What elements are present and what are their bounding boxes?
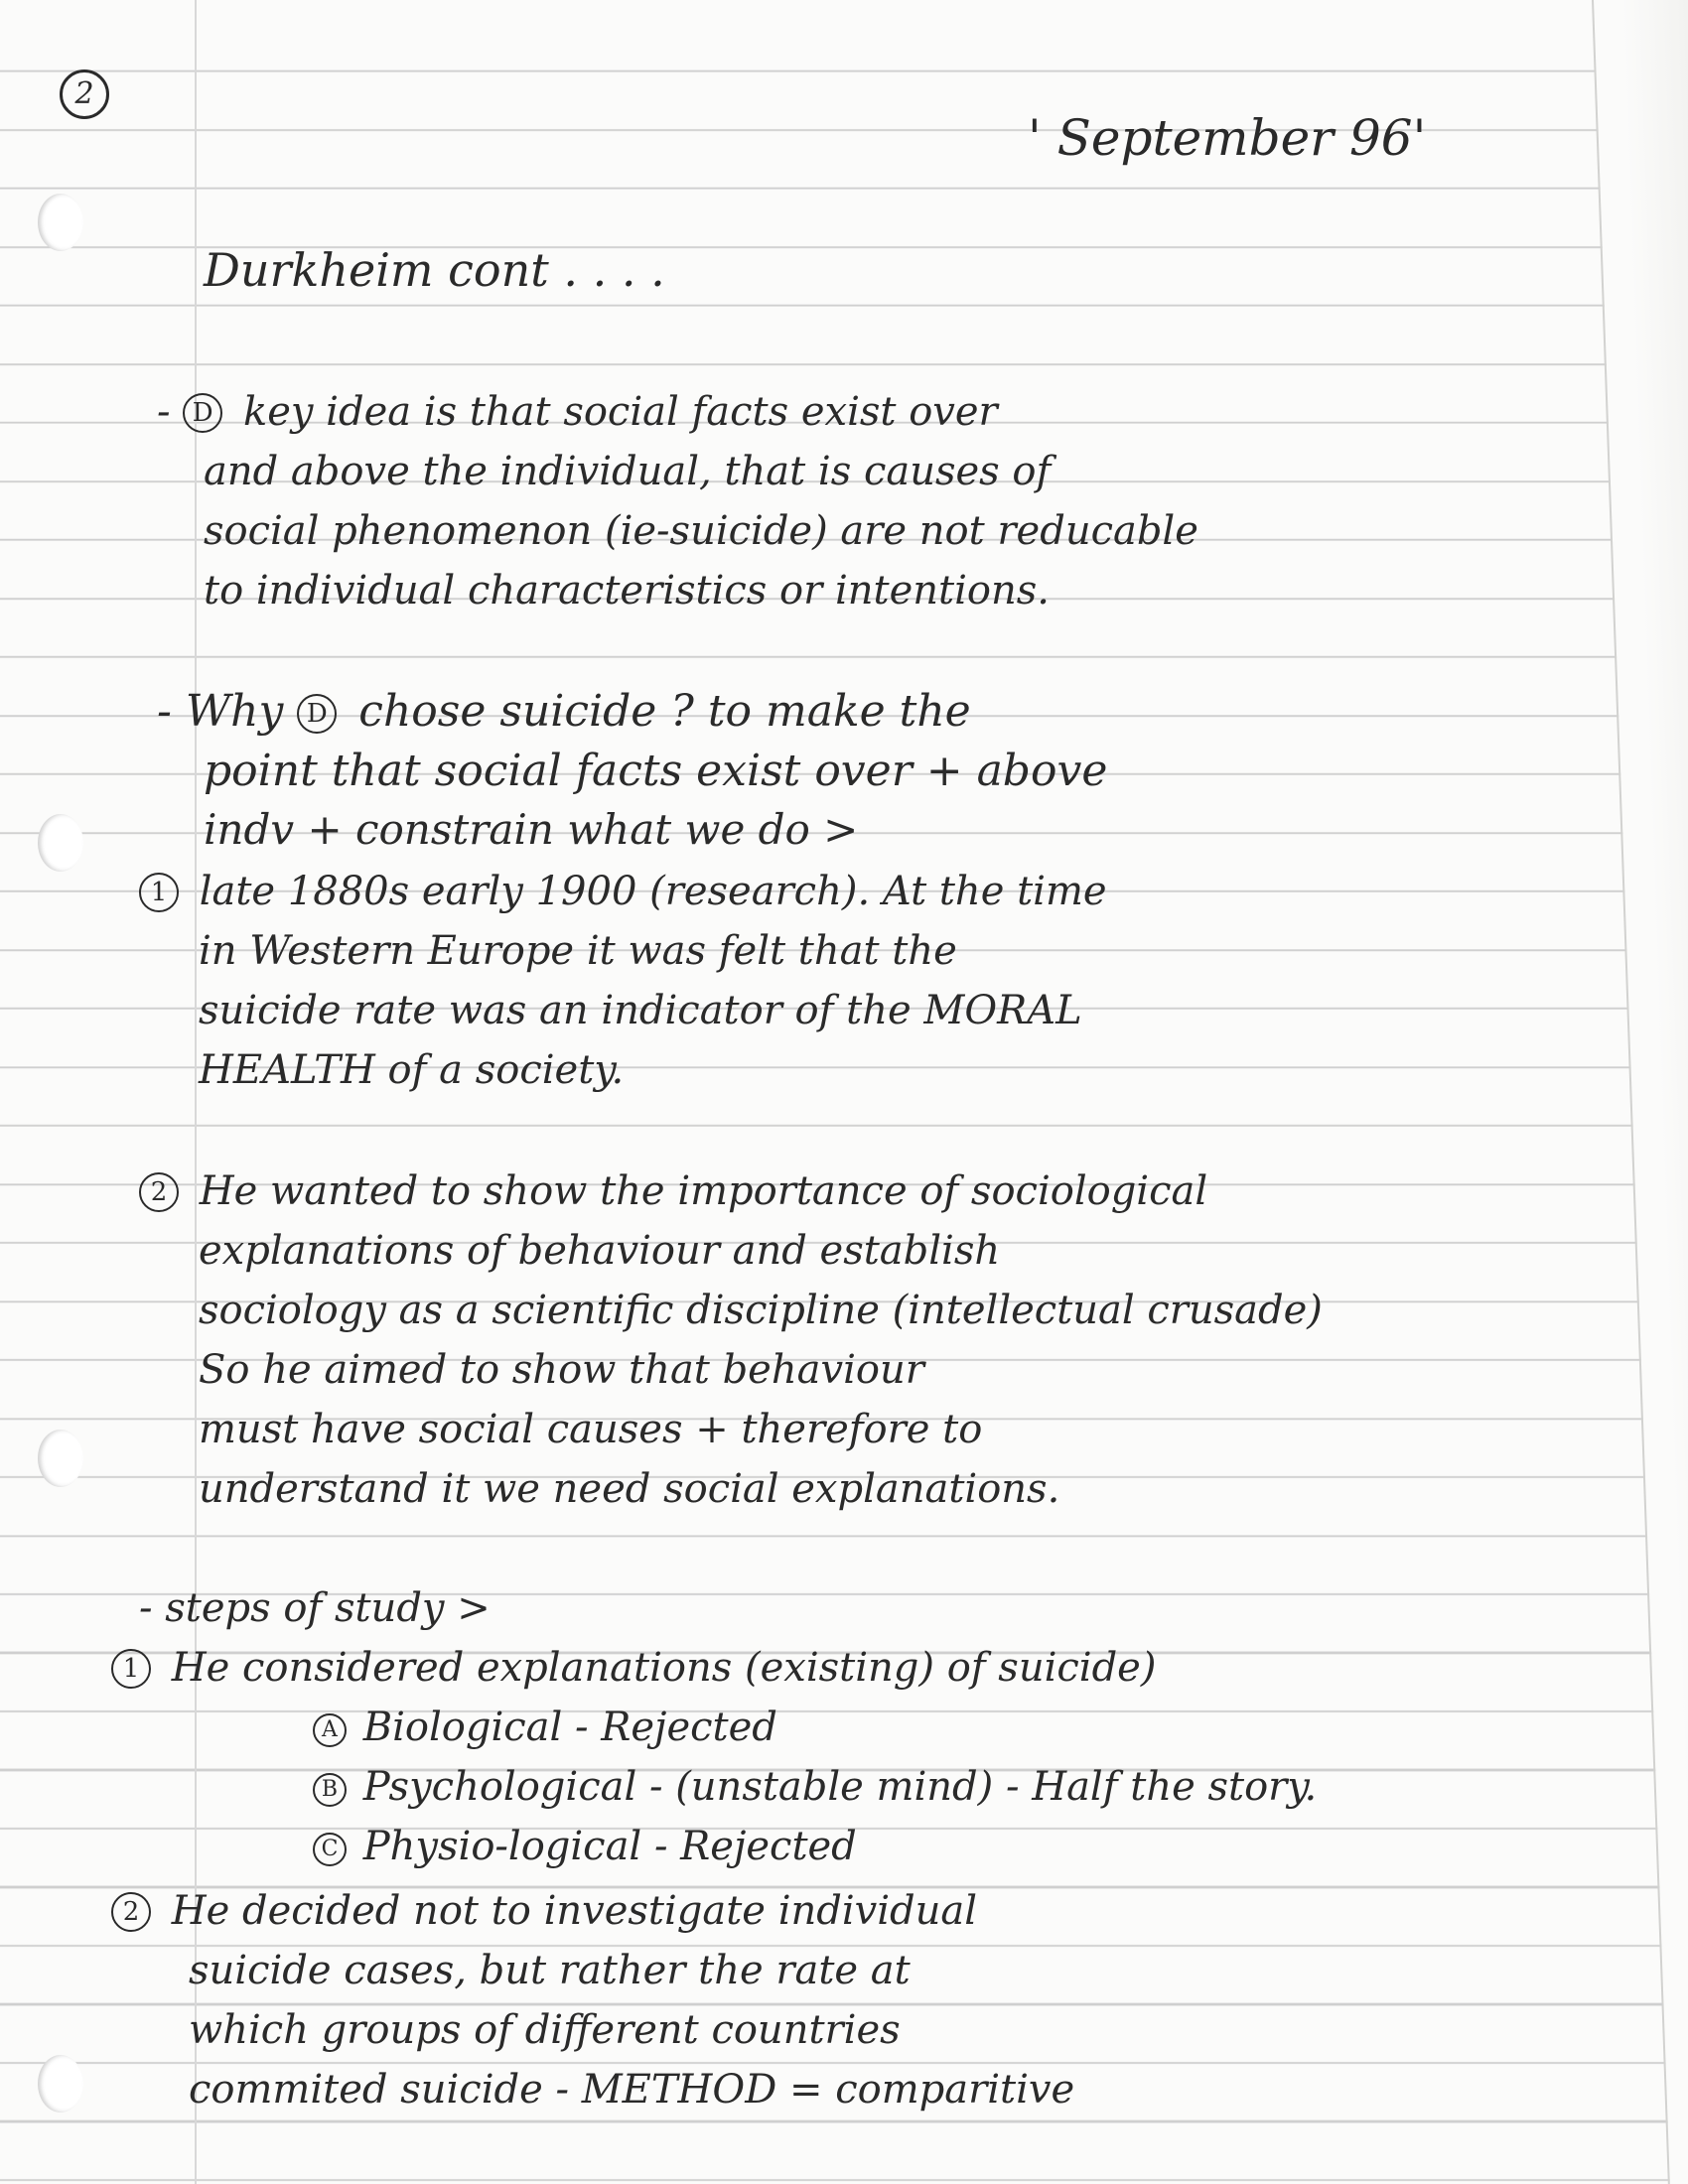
subitem-text: Psychological - (unstable mind) - Half the story. xyxy=(362,1764,1318,1810)
point2-line: sociology as a scientific discipline (intellectual crusade) xyxy=(199,1288,1323,1333)
section2-text: chose suicide ? to make the xyxy=(358,686,971,737)
step1-line xyxy=(111,1645,1157,1691)
step1-marker: 1 xyxy=(111,1649,151,1689)
section2-marker: D xyxy=(297,694,337,734)
point2-line xyxy=(139,1168,1208,1214)
step1-subitem xyxy=(313,1705,777,1750)
section1-marker: D xyxy=(183,393,222,433)
page-number: 2 xyxy=(60,69,109,119)
point2-line: must have social causes + therefore to xyxy=(199,1407,983,1452)
step2-line: commited suicide - METHOD = comparitive xyxy=(189,2067,1075,2113)
point2-line: explanations of behaviour and establish xyxy=(199,1228,1001,1274)
step1-subitem xyxy=(313,1824,857,1869)
steps-heading: - steps of study > xyxy=(139,1585,491,1631)
point1-text: late 1880s early 1900 (research). At the time xyxy=(199,869,1107,914)
section1-line: and above the individual, that is causes of xyxy=(204,449,1052,494)
subitem-marker: C xyxy=(313,1833,347,1866)
subitem-text: Biological - Rejected xyxy=(362,1705,777,1750)
point1-marker: 1 xyxy=(139,873,179,912)
step1-text: He considered explanations (existing) of suicide) xyxy=(171,1645,1157,1691)
step1-subitem xyxy=(313,1764,1318,1810)
punch-hole xyxy=(38,2055,83,2113)
section1-text: key idea is that social facts exist over xyxy=(242,389,998,435)
point2-line: So he aimed to show that behaviour xyxy=(199,1347,924,1393)
bullet-dash: - xyxy=(157,389,171,435)
point1-line: in Western Europe it was felt that the xyxy=(199,928,957,974)
section2-line: point that social facts exist over + above xyxy=(204,746,1108,796)
subitem-text: Physio-logical - Rejected xyxy=(362,1824,857,1869)
point2-marker: 2 xyxy=(139,1172,179,1212)
point1-line: HEALTH of a society. xyxy=(199,1047,625,1093)
section2-text: Why xyxy=(185,686,284,737)
point1-line: suicide rate was an indicator of the MORAL xyxy=(199,988,1082,1033)
section1-line xyxy=(157,389,998,435)
step2-line: suicide cases, but rather the rate at xyxy=(189,1948,911,1993)
section1-line: social phenomenon (ie-suicide) are not reducable xyxy=(204,508,1198,554)
section2-line xyxy=(157,686,971,737)
margin-line xyxy=(195,0,197,2184)
punch-hole xyxy=(38,194,83,251)
punch-hole xyxy=(38,1430,83,1487)
punch-hole xyxy=(38,814,83,872)
step2-line: which groups of different countries xyxy=(189,2007,901,2053)
point2-text: He wanted to show the importance of sociological xyxy=(199,1168,1208,1214)
bullet-dash: - xyxy=(157,686,172,737)
page-title: Durkheim cont . . . . xyxy=(204,243,665,297)
step2-text: He decided not to investigate individual xyxy=(171,1888,978,1934)
point2-line: understand it we need social explanations. xyxy=(199,1466,1060,1512)
point1-line xyxy=(139,869,1107,914)
section2-line: indv + constrain what we do > xyxy=(204,805,859,854)
page-edge xyxy=(1592,0,1688,2184)
date: ' September 96' xyxy=(1028,109,1427,167)
subitem-marker: A xyxy=(313,1713,347,1747)
step2-marker: 2 xyxy=(111,1892,151,1932)
step2-line xyxy=(111,1888,978,1934)
subitem-marker: B xyxy=(313,1773,347,1807)
section1-line: to individual characteristics or intentions. xyxy=(204,568,1050,614)
